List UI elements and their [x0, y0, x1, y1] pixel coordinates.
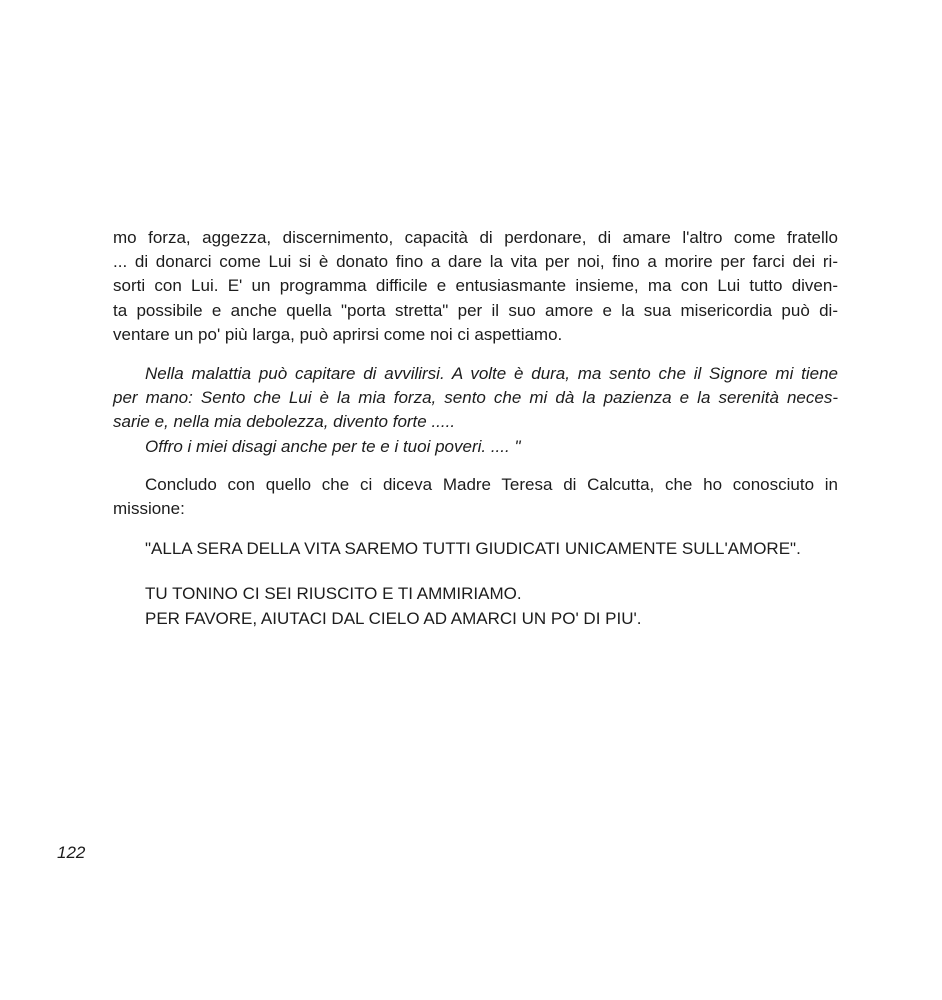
closing-line: PER FAVORE, AIUTACI DAL CIELO AD AMARCI UN PO' DI PIU'.	[145, 608, 642, 628]
closing-lines	[113, 582, 838, 630]
text-line: per mano: Sento che Lui è la mia forza, sento che mi dà la pazienza e la serenità neces-	[113, 388, 838, 408]
testimony-paragraph	[113, 362, 838, 459]
continuation-paragraph	[113, 226, 838, 347]
text-block	[113, 226, 838, 631]
mother-teresa-quote	[113, 537, 838, 561]
text-line: Concludo con quello che ci diceva Madre Teresa di Calcutta, che ho conosciuto in	[145, 474, 838, 494]
quote-line: "ALLA SERA DELLA VITA SAREMO TUTTI GIUDICATI UNICAMENTE SULL'AMORE".	[145, 539, 801, 559]
text-line: ta possibile e anche quella "porta stretta" per il suo amore e la sua misericordia può di-	[113, 300, 838, 320]
text-line: Offro i miei disagi anche per te e i tuoi poveri. .... "	[145, 436, 521, 456]
text-line: ventare un po' più larga, può aprirsi come noi ci aspettiamo.	[113, 324, 563, 344]
page-number: 122	[57, 843, 86, 862]
text-line: Nella malattia può capitare di avvilirsi. A volte è dura, ma sento che il Signore mi tiene	[145, 364, 838, 384]
text-line: ... di donarci come Lui si è donato fino a dare la vita per noi, fino a morire per farci dei ri-	[113, 252, 838, 272]
text-line: missione:	[113, 499, 185, 519]
text-line: sarie e, nella mia debolezza, divento forte .....	[113, 412, 456, 432]
closing-line: TU TONINO CI SEI RIUSCITO E TI AMMIRIAMO.	[145, 584, 522, 604]
conclusion-paragraph	[113, 473, 838, 521]
text-line: mo forza, aggezza, discernimento, capacità di perdonare, di amare l'altro come fratello	[113, 228, 838, 247]
text-line: sorti con Lui. E' un programma difficile e entusiasmante insieme, ma con Lui tutto diven-	[113, 276, 838, 296]
